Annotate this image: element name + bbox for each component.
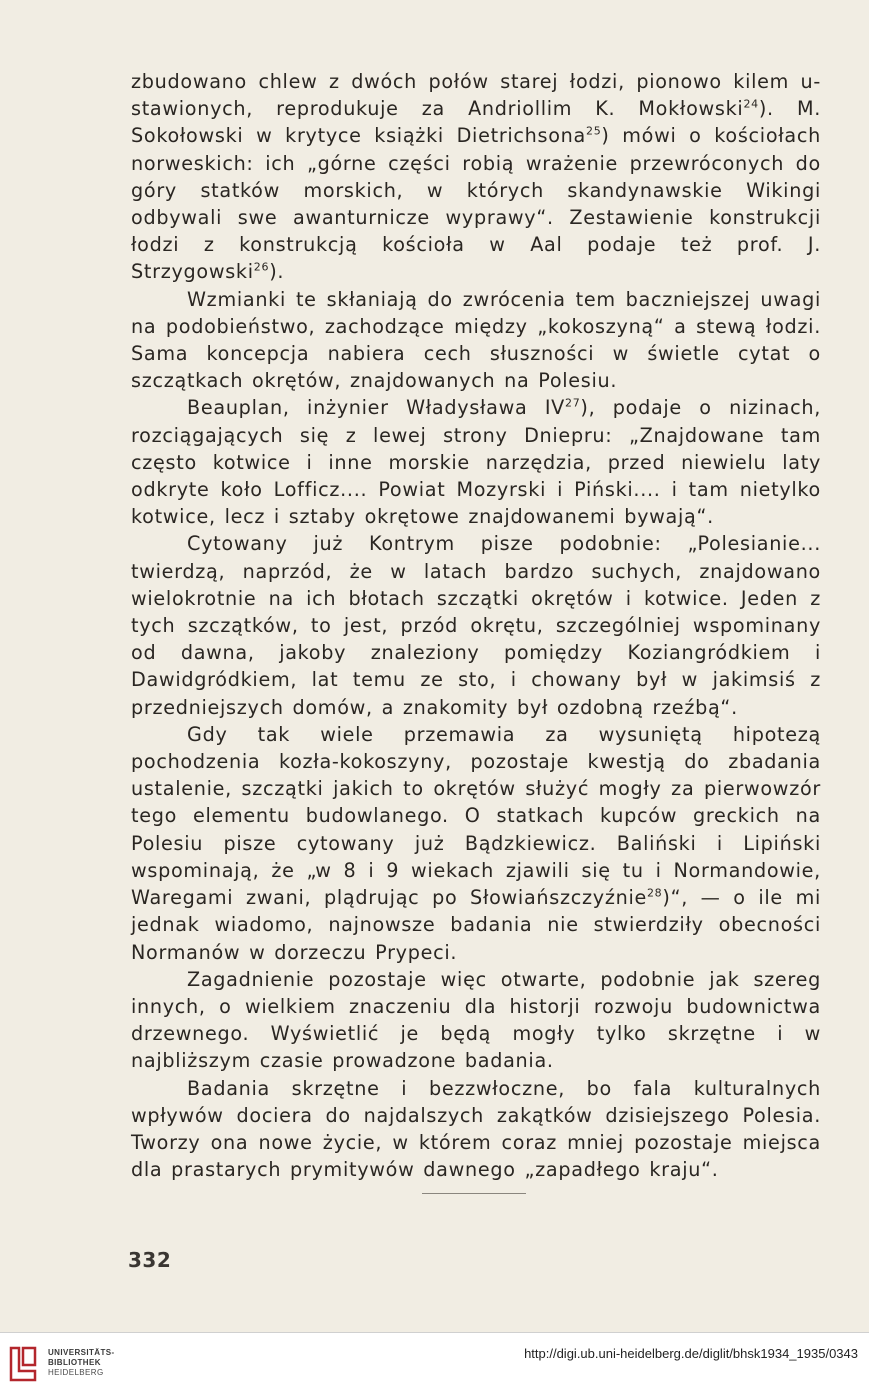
paragraph	[131, 1075, 821, 1184]
paragraph-text: )“, — o ile mi jednak wiadomo, najnowsze badania nie stwierdziły obecności Normanów w dorzeczu Prypeci.	[131, 886, 821, 964]
paragraph	[131, 530, 821, 720]
footnote-marker: 25	[586, 125, 602, 139]
footnote-marker: 28	[646, 886, 663, 900]
paragraph-text: zbudowano chlew z dwóch połów starej łodzi, pionowo kilem u-stawionych, reprodukuje za Andriollim K. Mokłowski	[131, 70, 821, 121]
paragraph	[131, 394, 821, 530]
paragraph-text: ) mówi o kościołach norweskich: ich „górne części robią wrażenie przewróconych do góry statków morskich, w których skandynawskie Wikingi odbywali swe awanturnicze wyprawy“. Zestawienie konstrukcji łodzi z konstrukcją kościoła w Aal podaje też prof. J. Strzygowski	[131, 124, 821, 284]
paragraph-text: Badania skrzętne i bezzwłoczne, bo fala kulturalnych wpływów dociera do najdalszych zakątków dzisiejszego Polesia. Tworzy ona nowe życie, w którem coraz mniej pozostaje miejsca dla prastarych prymitywów dawnego „zapadłego kraju“.	[131, 1076, 821, 1182]
paragraph	[131, 68, 821, 286]
paragraph-text: Beauplan, inżynier Władysława IV	[187, 396, 566, 420]
paragraph-text: Cytowany już Kontrym pisze podobnie: „Polesianie... twierdzą, naprzód, że w latach bardzo suchych, znajdowano wielokrotnie na ich błotach szczątki okrętów i kotwice. Jeden z tych szczątków, to jest, przód okrętu, szczególniej wspominany od dawna, jakoby znaleziony pomiędzy Koziangródkiem i Dawidgródkiem, lat temu ze sto, i chowany był w jakimsiś z przedniejszych domów, a znakomity był ozdobną rzeźbą“.	[131, 532, 821, 719]
section-divider	[422, 1193, 526, 1194]
footnote-marker: 24	[743, 97, 759, 111]
footnote-marker: 27	[565, 397, 581, 411]
page-number: 332	[128, 1248, 172, 1272]
permalink-url[interactable]: http://digi.ub.uni-heidelberg.de/diglit/bhsk1934_1935/0343	[524, 1346, 858, 1361]
ub-heidelberg-logo-icon	[8, 1345, 38, 1383]
logo-line-1: UNIVERSITÄTS-	[48, 1348, 115, 1357]
paragraph-text: ). M. Sokołowski w krytyce książki Dietrichsona	[131, 97, 821, 148]
paragraph-text: ).	[269, 260, 285, 284]
logo-line-3: HEIDELBERG	[48, 1368, 104, 1377]
footnote-marker: 26	[253, 261, 270, 275]
paragraph	[131, 286, 821, 395]
paragraph	[131, 966, 821, 1075]
logo-line-2: BIBLIOTHEK	[48, 1358, 101, 1367]
paragraph-text: ), podaje o nizinach, rozciągających się z lewej strony Dniepru: „Znajdowane tam często kotwice i inne morskie narzędzia, przed niewielu laty odkryte koło Lofficz.... Powiat Mozyrski i Piński.... i tam nietylko kotwice, lecz i sztaby okrętowe znajdowanemi bywają“.	[131, 396, 821, 529]
library-logo-text	[48, 1348, 115, 1378]
digitization-footer	[0, 1332, 869, 1394]
paragraph-text: Gdy tak wiele przemawia za wysuniętą hipotezą pochodzenia kozła-kokoszyny, pozostaje kwestją do zbadania ustalenie, szczątki jakich to okrętów służyć mogły za pierwowzór tego elementu budowlanego. O statkach kupców greckich na Polesiu pisze cytowany już Bądzkiewicz. Baliński i Lipiński wspominają, że „w 8 i 9 wiekach zjawili się tu i Normandowie, Waregami zwani, plądrując po Słowiańszczyźnie	[131, 722, 821, 910]
paragraph-text: Wzmianki te skłaniają do zwrócenia tem baczniejszej uwagi na podobieństwo, zachodzące między „kokoszyną“ a stewą łodzi. Sama koncepcja nabiera cech słuszności w świetle cytat o szczątkach okrętów, znajdowanych na Polesiu.	[131, 287, 821, 393]
paragraph	[131, 721, 821, 966]
paragraph-text: Zagadnienie pozostaje więc otwarte, podobnie jak szereg innych, o wielkiem znaczeniu dla historji rozwoju budownictwa drzewnego. Wyświetlić je będą mogły tylko skrzętne i w najbliższym czasie prowadzone badania.	[131, 967, 821, 1073]
body-text	[131, 68, 821, 1183]
